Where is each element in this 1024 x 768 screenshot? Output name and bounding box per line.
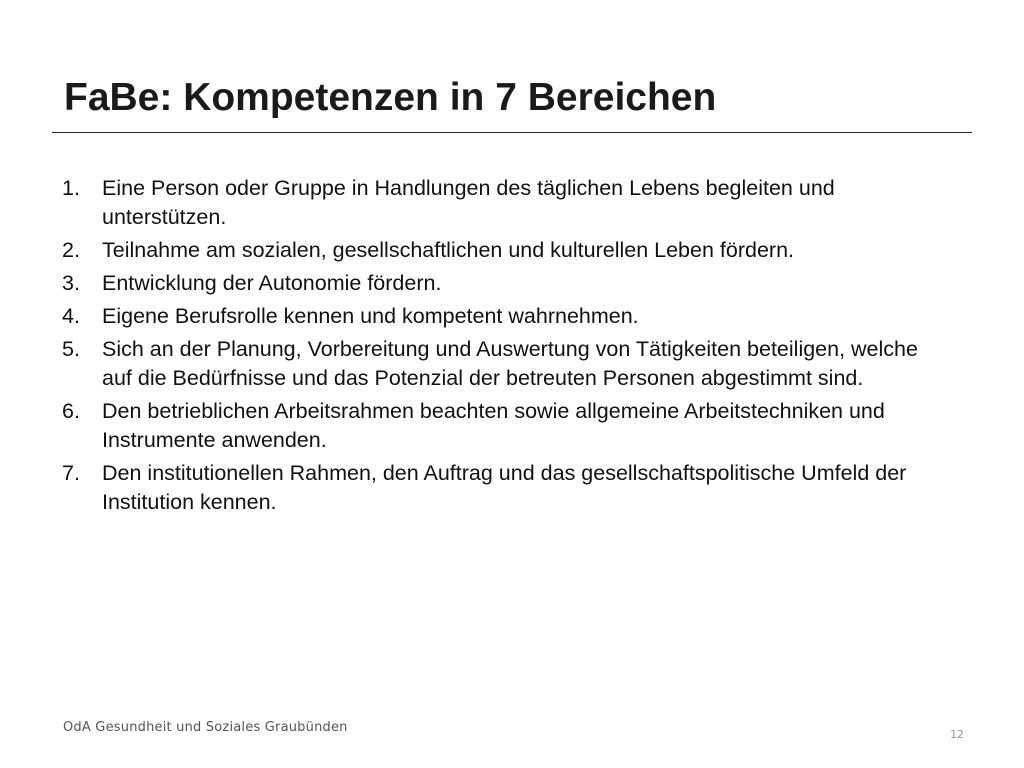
item-number: 3. xyxy=(62,271,80,295)
item-text: Sich an der Planung, Vorbereitung und Auswertung von Tätigkeiten beteiligen, welche auf die Bedürfnisse und das Potenzial der betreuten Personen abgestimmt sind. xyxy=(102,337,918,390)
item-text: Den betrieblichen Arbeitsrahmen beachten sowie allgemeine Arbeitstechniken und Instrumente anwenden. xyxy=(102,399,885,452)
list-item xyxy=(62,459,962,517)
item-text: Entwicklung der Autonomie fördern. xyxy=(102,271,442,295)
item-number: 4. xyxy=(62,304,80,328)
list-item xyxy=(62,174,962,232)
list-item xyxy=(62,269,962,298)
item-number: 2. xyxy=(62,238,80,262)
item-number: 6. xyxy=(62,399,80,423)
item-text: Eine Person oder Gruppe in Handlungen des täglichen Lebens begleiten und unterstützen. xyxy=(102,176,835,229)
item-number: 7. xyxy=(62,461,80,485)
list-item xyxy=(62,236,962,265)
title-divider xyxy=(52,132,972,133)
item-number: 5. xyxy=(62,337,80,361)
item-text: Eigene Berufsrolle kennen und kompetent wahrnehmen. xyxy=(102,304,639,328)
item-text: Den institutionellen Rahmen, den Auftrag und das gesellschaftspolitische Umfeld der Institution kennen. xyxy=(102,461,907,514)
item-number: 1. xyxy=(62,176,80,200)
item-text: Teilnahme am sozialen, gesellschaftlichen und kulturellen Leben fördern. xyxy=(102,238,794,262)
list-item xyxy=(62,335,962,393)
slide-title: FaBe: Kompetenzen in 7 Bereichen xyxy=(64,76,717,119)
page-number: 12 xyxy=(950,728,964,741)
competency-list xyxy=(62,174,962,521)
footer-organization: OdA Gesundheit und Soziales Graubünden xyxy=(63,720,348,735)
list-item xyxy=(62,397,962,455)
list-item xyxy=(62,302,962,331)
